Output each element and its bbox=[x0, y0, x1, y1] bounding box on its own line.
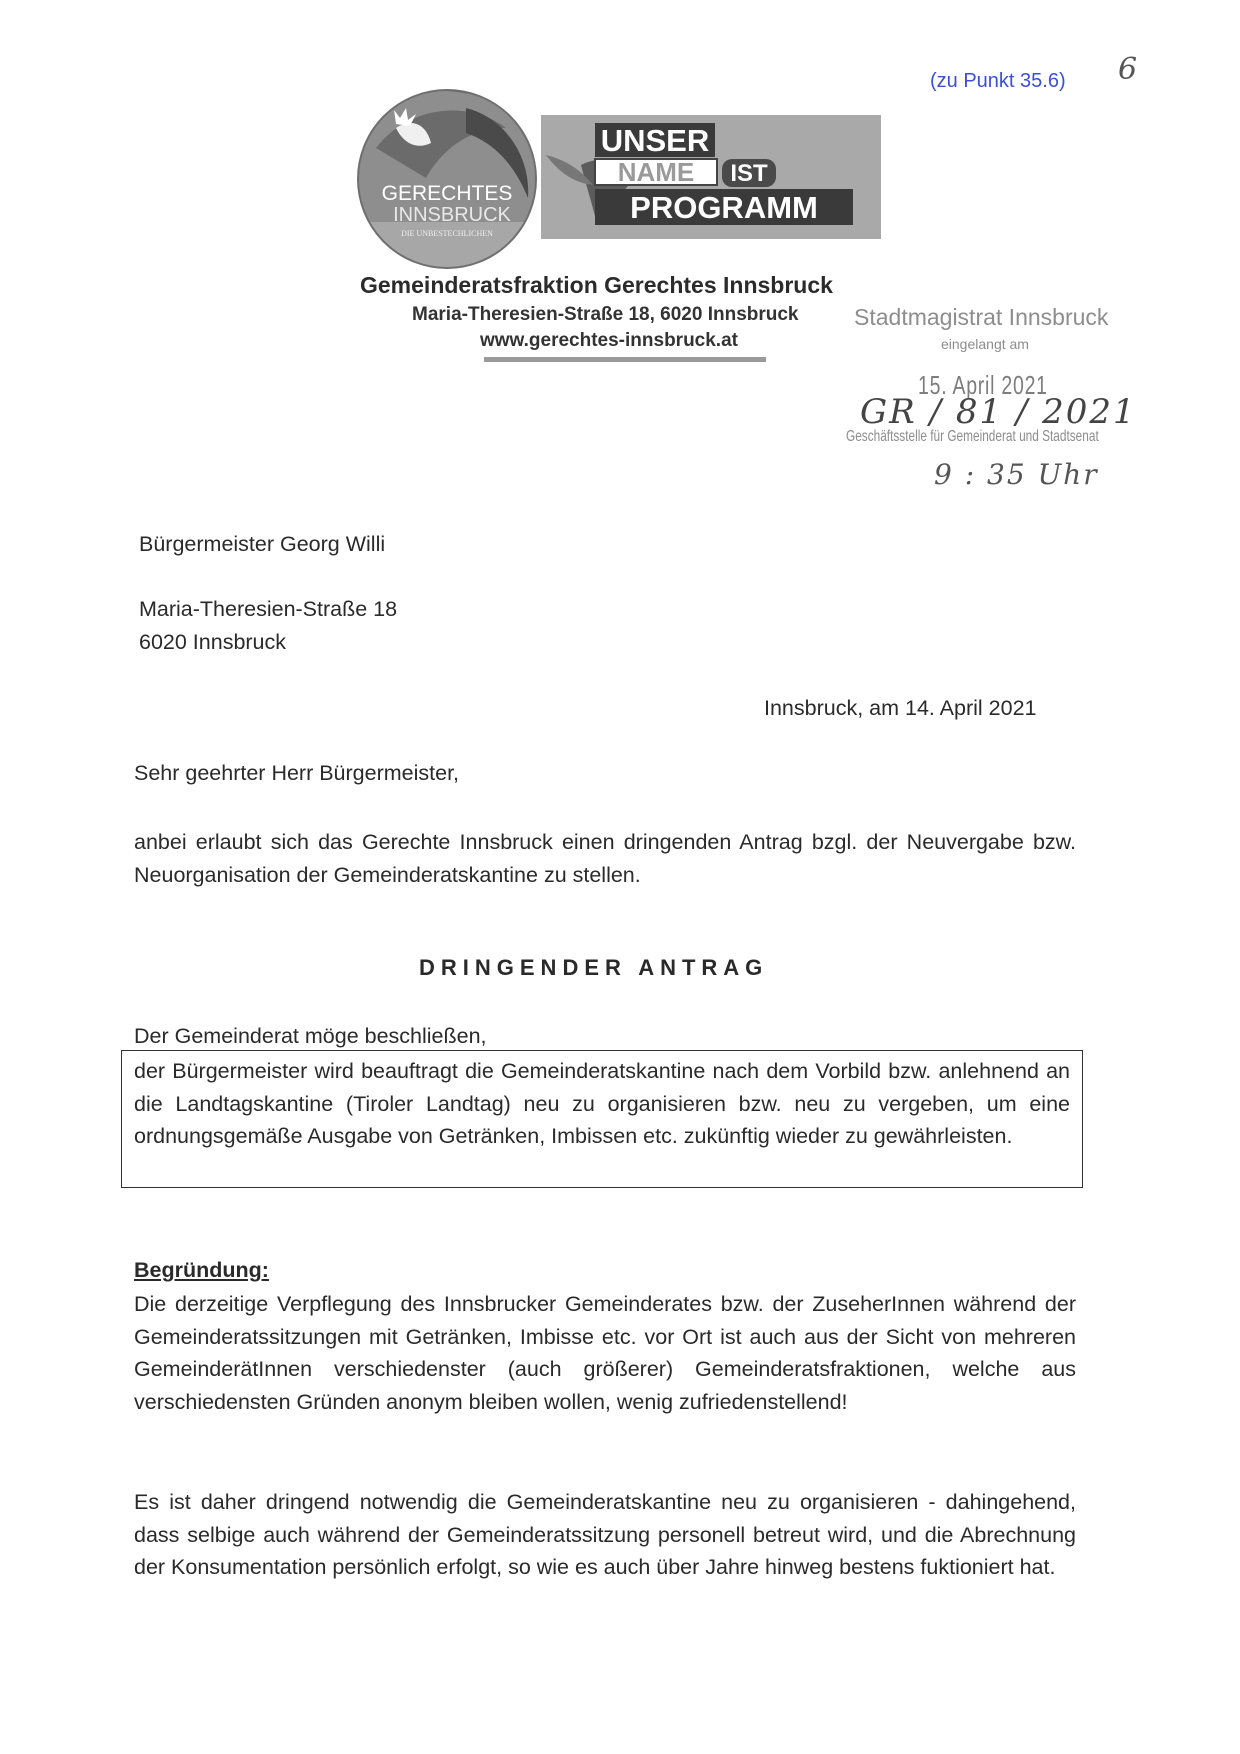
handwritten-time: 9 : 35 Uhr bbox=[934, 458, 1099, 491]
stamp-received-label: eingelangt am bbox=[941, 336, 1029, 352]
logo-text-gerechtes: GERECHTES bbox=[381, 182, 513, 205]
letter-date: Innsbruck, am 14. April 2021 bbox=[764, 696, 1037, 720]
banner-word-name: NAME bbox=[617, 157, 695, 187]
motion-intro: Der Gemeinderat möge beschließen, bbox=[134, 1024, 487, 1048]
banner-word-unser: UNSER bbox=[600, 123, 710, 158]
stamp-date: 15. April 2021 bbox=[918, 370, 1048, 400]
handwritten-file-number: GR / 81 / 2021 bbox=[860, 392, 1137, 432]
agenda-reference: (zu Punkt 35.6) bbox=[930, 70, 1066, 92]
recipient-city: 6020 Innsbruck bbox=[139, 630, 287, 654]
stamp-organisation: Stadtmagistrat Innsbruck bbox=[854, 304, 1109, 330]
sender-website[interactable]: www.gerechtes-innsbruck.at bbox=[480, 330, 738, 351]
motion-text: der Bürgermeister wird beauftragt die Gemeinderatskantine nach dem Vorbild bzw. anlehnend an die Landtagskantine (Tiroler Landtag) neu zu organisieren bzw. neu zu vergeben, um eine ordnungsgemäße Ausgabe von Getränken, Imbissen etc. zukünftig wieder zu gewährleisten. bbox=[134, 1059, 1070, 1148]
stamp-office: Geschäftsstelle für Gemeinderat und Stadtsenat bbox=[846, 428, 1099, 445]
justification-text: Die derzeitige Verpflegung des Innsbrucker Gemeinderates bzw. der ZuseherInnen während der Gemeinderatssitzungen mit Getränken, Imbisse etc. vor Ort ist auch aus der Sicht von mehreren GemeinderätInnen verschiedenster (auch größerer) Gemeinderatsfraktionen, welche aus verschiedensten Gründen anonym bleiben wollen, wenig zufriedenstellend! bbox=[134, 1292, 1076, 1414]
sender-address: Maria-Theresien-Straße 18, 6020 Innsbruck bbox=[412, 304, 799, 325]
header-rule bbox=[484, 357, 766, 362]
conclusion-paragraph: Es ist daher dringend notwendig die Gemeinderatskantine neu zu organisieren - dahingehend, dass selbige auch während der Gemeinderatssitzung personell betreut wird, und die Abrechnung der Konsumentation persönlich erfolgt, so wie es auch über Jahre hinweg bestens fuktioniert hat. bbox=[134, 1490, 1076, 1579]
motion-text-box bbox=[121, 1050, 1083, 1188]
logo-text-tagline: DIE UNBESTECHLICHEN bbox=[401, 229, 493, 238]
intro-paragraph: anbei erlaubt sich das Gerechte Innsbruck einen dringenden Antrag bzgl. der Neuvergabe bzw. Neuorganisation der Gemeinderatskantine zu stellen. bbox=[134, 830, 1076, 887]
party-logo-circle bbox=[356, 88, 538, 270]
handwritten-margin-mark: 6 bbox=[1118, 52, 1138, 87]
sender-name: Gemeinderatsfraktion Gerechtes Innsbruck bbox=[360, 272, 833, 298]
motion-heading: DRINGENDER ANTRAG bbox=[419, 955, 769, 980]
banner-word-programm: PROGRAMM bbox=[630, 190, 818, 225]
recipient-name: Bürgermeister Georg Willi bbox=[139, 532, 386, 556]
logo-text-innsbruck: INNSBRUCK bbox=[393, 204, 511, 226]
recipient-street: Maria-Theresien-Straße 18 bbox=[139, 597, 398, 621]
slogan-banner bbox=[541, 115, 881, 239]
justification-title: Begründung: bbox=[134, 1258, 269, 1282]
salutation: Sehr geehrter Herr Bürgermeister, bbox=[134, 761, 460, 785]
banner-word-ist: IST bbox=[730, 160, 768, 187]
